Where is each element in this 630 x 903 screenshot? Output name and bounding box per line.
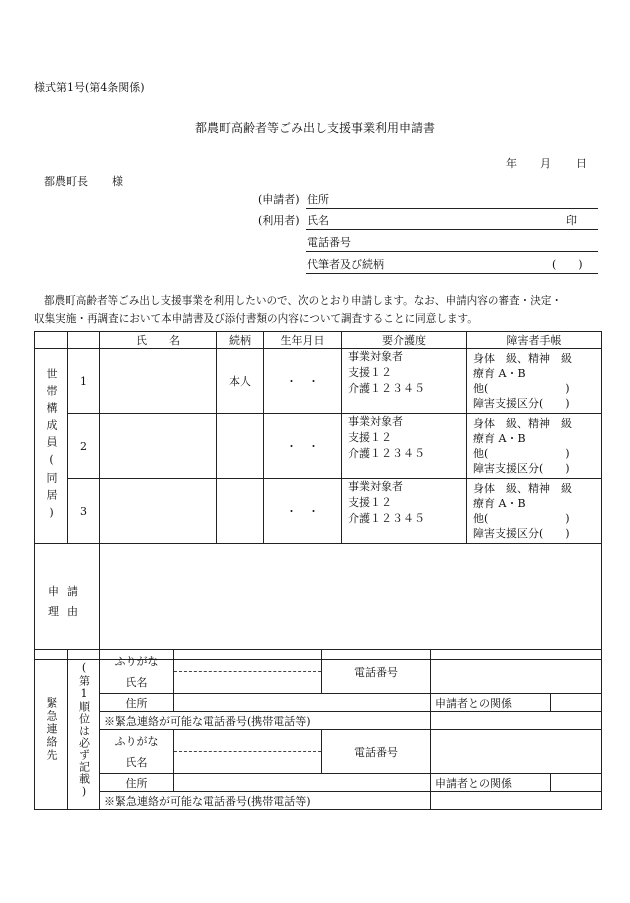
date-month[interactable]: 月	[540, 157, 551, 170]
header-care: 要介護度	[342, 332, 467, 349]
member-relation-cell[interactable]: 本人	[217, 349, 264, 414]
phone-field[interactable]	[431, 730, 602, 774]
member-disability-cell[interactable]: 身体 級、精神 級 療育 A・B 他( ) 障害支援区分( )	[467, 349, 602, 414]
member-disability-cell[interactable]: 身体 級、精神 級 療育 A・B 他( ) 障害支援区分( )	[467, 479, 602, 544]
member-relation-cell[interactable]	[217, 414, 264, 479]
member-name-cell[interactable]	[100, 349, 217, 414]
furigana-label: ふりがな	[100, 650, 174, 672]
emergency-table	[34, 649, 602, 810]
member-birth-cell[interactable]: ・ ・	[264, 479, 342, 544]
user-prefix: (利用者)	[258, 214, 300, 227]
member-care-cell[interactable]: 事業対象者 支援１２ 介護１２３４５	[342, 349, 467, 414]
household-section-label: 世帯構成員(同居)	[35, 349, 68, 544]
member-care-cell[interactable]: 事業対象者 支援１２ 介護１２３４５	[342, 414, 467, 479]
address-field[interactable]	[306, 208, 598, 209]
date-year[interactable]: 年	[506, 157, 517, 170]
name-label: 氏名	[307, 214, 329, 227]
name-field[interactable]	[306, 229, 598, 230]
relation-label: 申請者との関係	[431, 774, 551, 792]
proxy-relation-paren: ( )	[552, 258, 583, 271]
address-label: 住所	[100, 694, 174, 712]
phone-label: 電話番号	[322, 650, 431, 694]
member-name-cell[interactable]	[100, 414, 217, 479]
mobile-phone-field[interactable]	[431, 712, 602, 730]
member-name-cell[interactable]	[100, 479, 217, 544]
header-birth: 生年月日	[264, 332, 342, 349]
phone-label: 電話番号	[307, 236, 351, 249]
page-title: 都農町高齢者等ごみ出し支援事業利用申請書	[194, 121, 435, 135]
address-field[interactable]	[174, 774, 431, 792]
proxy-field[interactable]	[306, 273, 598, 274]
relation-field[interactable]	[551, 774, 602, 792]
reason-field[interactable]	[100, 544, 602, 660]
proxy-label: 代筆者及び続柄	[307, 258, 384, 271]
mobile-note: ※緊急連絡が可能な電話番号(携帯電話等)	[100, 792, 431, 810]
row-number: 2	[68, 414, 100, 479]
phone-field[interactable]	[431, 650, 602, 694]
member-birth-cell[interactable]: ・ ・	[264, 414, 342, 479]
emergency-section-label: 緊急連絡先	[35, 650, 68, 810]
applicant-prefix: (申請者)	[258, 193, 300, 206]
furigana-field[interactable]	[174, 650, 322, 672]
intro-text-line2: 収集実施・再調査において本申請書及び添付書類の内容について調査することに同意します。	[34, 313, 478, 325]
addressee-suffix: 様	[112, 175, 123, 188]
seal-mark: 印	[566, 214, 577, 227]
reason-label: 申請理由	[35, 544, 100, 660]
relation-field[interactable]	[551, 694, 602, 712]
priority-note: (第1順位は必ず記載)	[68, 650, 100, 810]
address-label: 住所	[100, 774, 174, 792]
name-label: 氏名	[100, 752, 174, 774]
furigana-field[interactable]	[174, 730, 322, 752]
household-table	[34, 331, 602, 660]
furigana-label: ふりがな	[100, 730, 174, 752]
address-label: 住所	[307, 193, 329, 206]
relation-label: 申請者との関係	[431, 694, 551, 712]
member-birth-cell[interactable]: ・ ・	[264, 349, 342, 414]
member-care-cell[interactable]: 事業対象者 支援１２ 介護１２３４５	[342, 479, 467, 544]
name-label: 氏名	[100, 672, 174, 694]
member-relation-cell[interactable]	[217, 479, 264, 544]
name-field[interactable]	[174, 752, 322, 774]
name-field[interactable]	[174, 672, 322, 694]
header-relation: 続柄	[217, 332, 264, 349]
header-disability: 障害者手帳	[467, 332, 602, 349]
mobile-note: ※緊急連絡が可能な電話番号(携帯電話等)	[100, 712, 431, 730]
row-number: 1	[68, 349, 100, 414]
header-name: 氏 名	[100, 332, 217, 349]
date-day[interactable]: 日	[576, 157, 587, 170]
row-number: 3	[68, 479, 100, 544]
intro-text-line1: 都農町高齢者等ごみ出し支援事業を利用したいので、次のとおり申請します。なお、申請内容の審査・決定・	[44, 295, 563, 307]
member-disability-cell[interactable]: 身体 級、精神 級 療育 A・B 他( ) 障害支援区分( )	[467, 414, 602, 479]
address-field[interactable]	[174, 694, 431, 712]
addressee: 都農町長	[44, 175, 88, 188]
phone-label: 電話番号	[322, 730, 431, 774]
header-empty-1	[35, 332, 68, 349]
phone-field[interactable]	[306, 251, 598, 252]
form-number: 様式第1号(第4条関係)	[34, 81, 145, 94]
header-empty-2	[68, 332, 100, 349]
mobile-phone-field[interactable]	[431, 792, 602, 810]
